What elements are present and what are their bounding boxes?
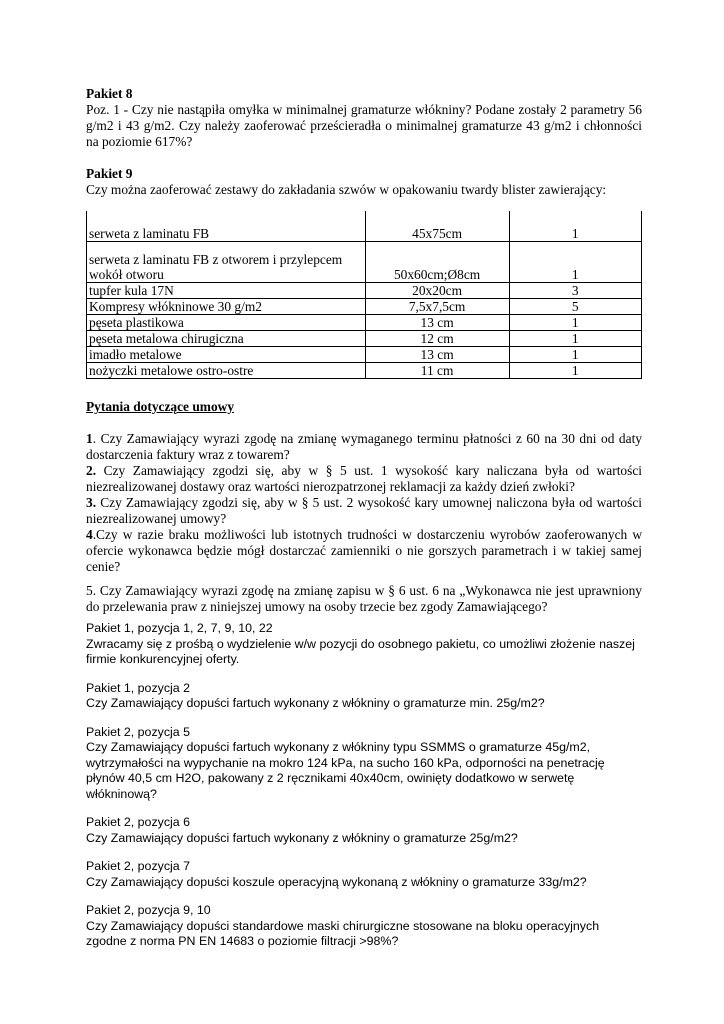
document-page [86,86,642,950]
item-name: pęseta metalowa chirugiczna [87,331,366,347]
item-name: Kompresy włókninowe 30 g/m2 [87,299,366,315]
question-body: Czy Zamawiający dopuści standardowe maski chirurgiczne stosowane na bloku operacyjnych zgodne z norma PN EN 14683 o poziomie filtracji >98%? [86,918,600,948]
items-table [86,211,642,379]
question-block [86,621,642,668]
additional-questions [86,621,642,950]
item-name: serweta z laminatu FB z otworem i przylepcem wokół otworu [87,242,366,283]
question-title: Pakiet 2, pozycja 5 [86,724,191,739]
question-title: Pakiet 2, pozycja 7 [86,859,191,873]
question-body: Czy Zamawiający dopuści fartuch wykonany z włókniny o gramaturze 25g/m2? [86,830,518,845]
table-row [87,283,642,299]
item-qty: 1 [509,315,641,331]
question-block [86,859,642,890]
question-text: .Czy w razie braku możliwości lub istotnych trudności w dostarczeniu wyrobów zaoferowanych w ofercie wykonawca będzie mógł dostarczać zamienniki o nie gorszych parametrach i w takiej samej cenie? [86,527,642,574]
question-title: Pakiet 2, pozycja 6 [86,815,191,829]
question-block [86,681,642,712]
pakiet8-heading: Pakiet 8 [86,86,133,101]
question-title: Pakiet 1, pozycja 1, 2, 7, 9, 10, 22 [86,621,273,635]
item-name: nożyczki metalowe ostro-ostre [87,363,366,379]
table-row [87,331,642,347]
question-1 [86,431,642,463]
item-size: 12 cm [365,331,509,347]
question-2 [86,463,642,495]
item-qty: 3 [509,283,641,299]
item-size: 20x20cm [365,283,509,299]
question-number: 1 [86,431,93,446]
pakiet8-section [86,86,642,150]
question-text: Czy Zamawiający zgodzi się, aby w § 5 ust. 1 wysokość kary naliczana była od wartości niezrealizowanej dostawy oraz wartości nierozpatrzonej reklamacji za każdy dzień zwłoki? [86,463,642,494]
question-3 [86,495,642,527]
item-qty: 5 [509,299,641,315]
table-row [87,363,642,379]
question-number: 4 [86,527,93,542]
table-row [87,211,642,242]
question-body: Czy Zamawiający dopuści fartuch wykonany z włókniny o gramaturze min. 25g/m2? [86,696,545,710]
pakiet8-text: Poz. 1 - Czy nie nastąpiła omyłka w minimalnej gramaturze włókniny? Podane zostały 2 parametry 56 g/m2 i 43 g/m2. Czy należy zaoferować prześcieradła o minimalnej gramaturze 43 g/m2 i chłonności na poziomie 617%? [86,102,642,149]
question-4 [86,527,642,575]
question-number: 2. [86,463,97,478]
item-qty: 1 [509,363,641,379]
question-body: Zwracamy się z prośbą o wydzielenie w/w pozycji do osobnego pakietu, co umożliwi złożenie naszej firmie konkurencyjnej oferty. [86,636,635,666]
item-qty: 1 [509,211,641,242]
item-name: pęseta plastikowa [87,315,366,331]
item-qty: 1 [509,242,641,283]
contract-heading: Pytania dotyczące umowy [86,399,235,414]
question-block [86,903,642,950]
item-size: 7,5x7,5cm [365,299,509,315]
item-name: serweta z laminatu FB [87,211,366,242]
item-qty: 1 [509,331,641,347]
pakiet9-intro: Czy można zaoferować zestawy do zakładania szwów w opakowaniu twardy blister zawierający: [86,182,607,197]
item-name: imadło metalowe [87,347,366,363]
table-row [87,242,642,283]
question-text: Czy Zamawiający zgodzi się, aby w § 5 ust. 2 wysokość kary umownej naliczona była od wartości niezrealizowanej umowy? [86,495,642,526]
contract-questions [86,399,642,615]
question-title: Pakiet 1, pozycja 2 [86,680,191,695]
item-size: 13 cm [365,315,509,331]
question-block [86,815,642,846]
item-name: tupfer kula 17N [87,283,366,299]
item-size: 50x60cm;Ø8cm [365,242,509,283]
table-row [87,347,642,363]
question-body: Czy Zamawiający dopuści fartuch wykonany z włókniny typu SSMMS o gramaturze 45g/m2, wytrzymałości na wypychanie na mokro 124 kPa, na sucho 160 kPa, odporności na penetrację płynów 40,5 cm H2O, pakowany z 2 ręcznikami 40x40cm, owinięty dodatkowo w serwetę włókninową? [86,740,605,801]
question-body: Czy Zamawiający dopuści koszule operacyjną wykonaną z włókniny o gramaturze 33g/m2? [86,874,587,889]
table-row [87,299,642,315]
item-size: 11 cm [365,363,509,379]
table-row [87,315,642,331]
question-block [86,725,642,803]
item-size: 13 cm [365,347,509,363]
question-text: . Czy Zamawiający wyrazi zgodę na zmianę wymaganego terminu płatności z 60 na 30 dni od daty dostarczenia faktury wraz z towarem? [86,431,642,462]
question-5: 5. Czy Zamawiający wyrazi zgodę na zmianę zapisu w § 6 ust. 6 na „Wykonawca nie jest uprawniony do przelewania praw z niniejszej umowy na osoby trzecie bez zgody Zamawiającego? [86,583,642,614]
pakiet9-section [86,166,642,198]
item-qty: 1 [509,347,641,363]
item-size: 45x75cm [365,211,509,242]
pakiet9-heading: Pakiet 9 [86,166,133,181]
question-number: 3. [86,495,97,510]
question-title: Pakiet 2, pozycja 9, 10 [86,903,211,917]
